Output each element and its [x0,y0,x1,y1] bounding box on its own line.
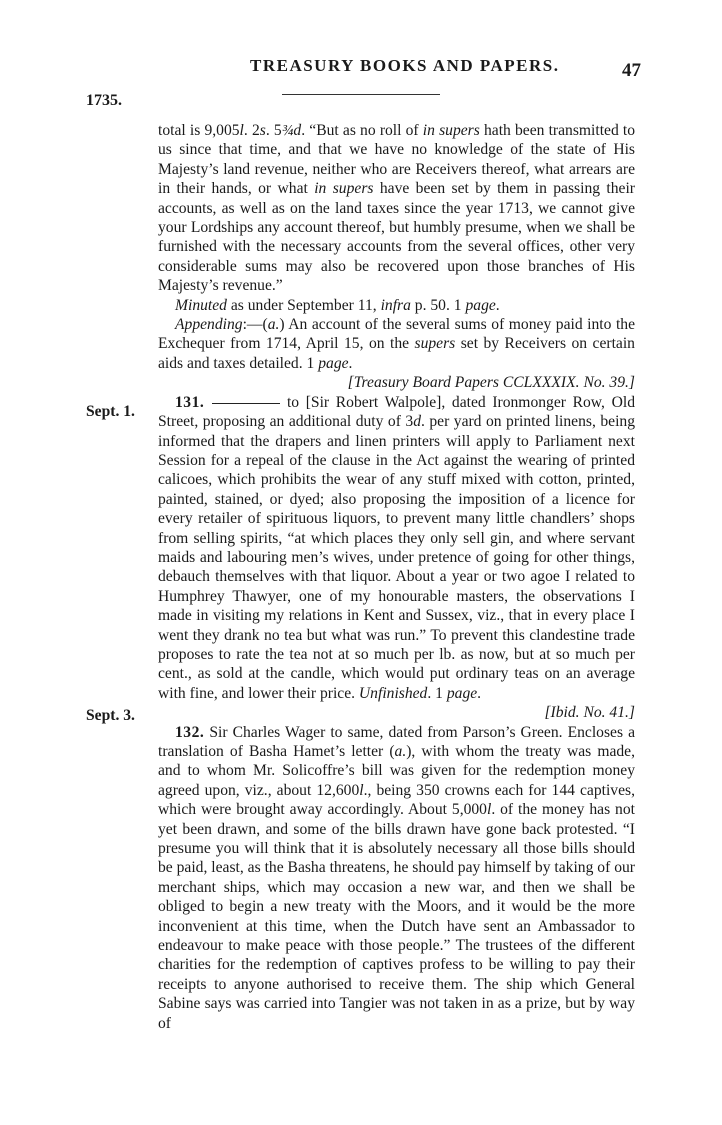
entry-131-date: Sept. 1. [86,403,135,420]
margin-year: 1735. [86,92,122,109]
minuted-note: Minuted as under September 11, infra p. 50. 1 page. [175,296,500,314]
document-body [158,121,635,1033]
blank-author-dash [212,403,280,404]
appending-note: Appending:—(a.) An account of the several sums of money paid into the Exchequer from 1714, April 15, on the supers set by Receivers on certain aids and taxes detailed. 1 page. [158,316,635,372]
entry-number: 132. [175,723,205,741]
continuation-paragraph: total is 9,005l. 2s. 5¾d. “But as no roll of in supers hath been transmitted to us since that time, and that we have no knowledge of the state of His Majesty’s land revenue, neither who are Receivers thereof, what arrears are in their hands, or what in supers have been set by them in passing their accounts, as well as on the land taxes since the year 1713, we cannot give your Lordships any account thereof, but humbly presume, when we shall be furnished with the necessary accounts from the several offices, other very considerable sums may also be recovered upon those branches of His Majesty’s revenue.” [158,122,636,295]
running-title: TREASURY BOOKS AND PAPERS. [250,56,560,75]
citation-39: [Treasury Board Papers CCLXXXIX. No. 39.] [347,374,635,392]
header-rule [282,94,440,95]
page-number: 47 [622,60,641,81]
entry-131: 131. to [Sir Robert Walpole], dated Ironmonger Row, Old Street, proposing an additional duty of 3d. per yard on printed linens, being informed that the drapers and linen printers will apply to Parliament next Session for a repeal of the clause in the Act against the wearing of printed calicoes, which prohibits the wear of any stuff mixed with cotton, printed, painted, stained, or dyed; also proposing the imposition of a licence for every retailer of spirituous liquors, to prevent many little chandlers’ shops from selling spirits, “at which places they only sell gin, and where servant maids and labouring men’s wives, under pretence of going for other things, debauch themselves with that liquor. About a year or two agoe I related to Humphrey Thawyer, one of my honourable masters, the observations I made in visiting my relations in Kent and Sussex, viz., that in every place I went they drank no tea but what was run.” To prevent this clandestine trade proposes to rate the tea not at so much per lb. as now, but at so much per cent., as sold at the candle, which would put ordinary teas on an average with fine, and lower their price. Unfinished. 1 page. [158,393,636,702]
entry-132-date: Sept. 3. [86,707,135,724]
entry-number: 131. [175,393,205,411]
entry-132: 132. Sir Charles Wager to same, dated from Parson’s Green. Encloses a translation of Basha Hamet’s letter (a.), with whom the treaty was made, and to whom Mr. Solicoffre’s bill was given for the redemption money agreed upon, viz., about 12,600l., being 350 crowns each for 144 captives, which were brought away accordingly. About 5,000l. of the money has not yet been drawn, and some of the bills drawn have gone back protested. “I presume you will think that it is absolutely necessary all those bills should be paid, least, as the Basha threatens, he should pay himself by taking of our merchant ships, which may occasion a new war, and then we shall be obliged to begin a new treaty with the Moors, and it would be the more inconvenient at this time, when the Dutch have sent an Ambassador to endeavour to make peace with those people.” The trustees of the different charities for the redemption of captives profess to be willing to pay their receipts to anyone authorised to receive them. The ship which General Sabine says was carried into Tangier was not taken in as a prize, but by way of [158,723,635,1032]
citation-41: [Ibid. No. 41.] [544,704,635,722]
